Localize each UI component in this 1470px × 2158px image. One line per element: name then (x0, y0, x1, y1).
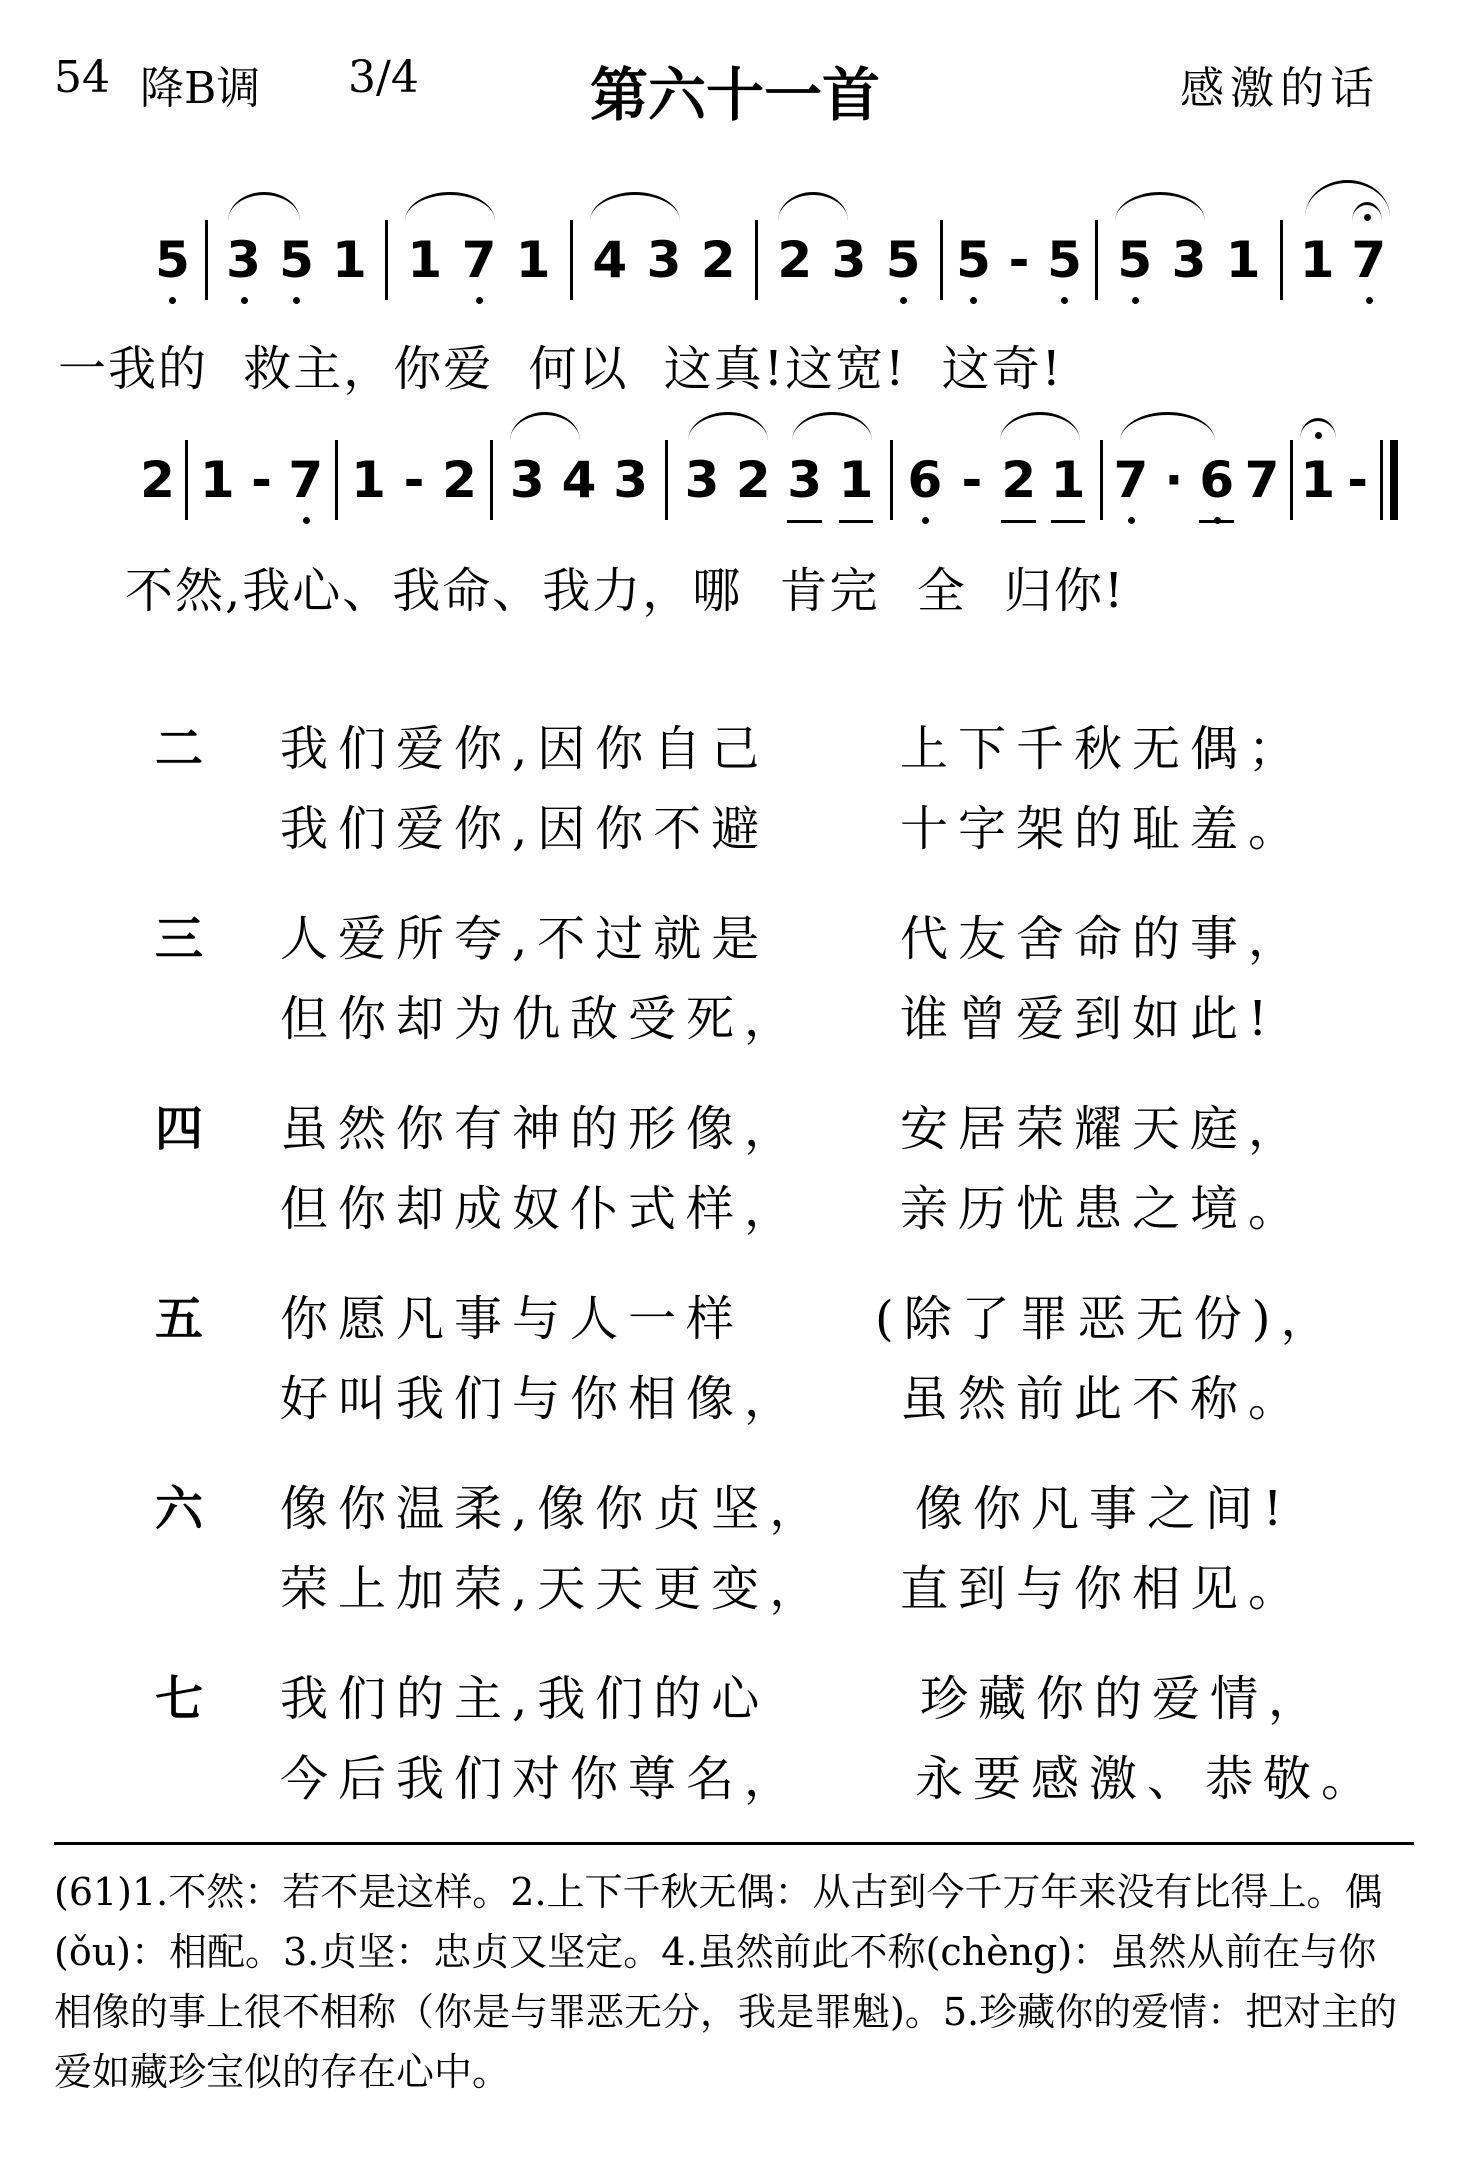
slur (1000, 412, 1080, 441)
lyrics-line-1: 一我的 救主，你爱 何以 这真!这宽! 这奇! (58, 341, 1063, 397)
note: 2 (442, 451, 477, 509)
verse-line: 代友舍命的事， (900, 911, 1307, 967)
score-line-1 (0, 220, 1470, 397)
fermata-dot (1364, 214, 1371, 221)
final-barline-thick (1390, 440, 1398, 520)
score-line-2 (0, 440, 1470, 619)
footnote: (61)1.不然：若不是这样。2.上下千秋无偶：从古到今千万年来没有比得上。偶(ǒu)：相配。3.贞坚：忠贞又坚定。4.虽然前此不称(chèng)：虽然从前在与你相像的事上很不相称（你是与罪恶无分，我是罪魁)。5.珍藏你的爱情：把对主的爱如藏珍宝似的存在心中。 (54, 1870, 1398, 2094)
verse-line: 但你却为仇敌受死， (280, 991, 803, 1047)
note: 3 (831, 231, 867, 289)
note: 2 (140, 451, 175, 509)
note: - (1347, 451, 1368, 509)
fermata-dot (1315, 432, 1322, 439)
measure (1283, 220, 1403, 370)
note: 2 (735, 451, 771, 509)
note: 7 (1244, 451, 1280, 509)
note: - (961, 451, 983, 509)
note: 4 (561, 451, 597, 509)
slur (1120, 412, 1215, 441)
note: 6 (1199, 440, 1234, 523)
verse-number: 六 (155, 1481, 204, 1537)
verse-number: 二 (155, 721, 204, 777)
note: · (1164, 451, 1184, 509)
verse-line: 我们爱你,因你自己 (280, 721, 770, 777)
key-signature: 降B调 (140, 63, 261, 114)
verse-line: 我们的主,我们的心 (280, 1671, 770, 1727)
verse-line: 安居荣耀天庭， (900, 1101, 1307, 1157)
note: 3 (646, 231, 682, 289)
verse-number: 五 (155, 1291, 204, 1347)
note: 3 (1171, 231, 1207, 289)
verse-number: 七 (155, 1671, 204, 1727)
verse-line: 虽然你有神的形像， (280, 1101, 803, 1157)
note: 7 (288, 440, 323, 520)
note: 2 (777, 231, 813, 289)
verse-line: 虽然前此不称。 (900, 1371, 1307, 1427)
slur (510, 412, 580, 441)
note: 7 (462, 220, 497, 300)
verse-line: 像你温柔,像你贞坚， (280, 1481, 828, 1537)
page-number: 54 (54, 52, 110, 103)
verse-line: 今后我们对你尊名， (280, 1751, 803, 1807)
slur (228, 192, 300, 221)
note: 1 (1300, 451, 1336, 509)
note: 3 (787, 440, 822, 523)
verse-number: 三 (155, 911, 204, 967)
note: 2 (700, 231, 736, 289)
verse-line: 人爱所夸,不过就是 (280, 911, 770, 967)
verse-line: 谁曾爱到如此! (900, 991, 1278, 1047)
note: 5 (1047, 220, 1082, 300)
lyrics-line-2: 不然,我心、我命、我力，哪 肯完 全 归你! (125, 563, 1126, 619)
verse-number: 四 (155, 1101, 204, 1157)
note: 1 (332, 231, 367, 289)
note: 7 (1351, 220, 1386, 300)
note: 3 (509, 451, 545, 509)
note: 1 (351, 451, 386, 509)
note: 7 (1114, 440, 1149, 520)
note: - (403, 451, 425, 509)
time-signature: 3/4 (348, 52, 419, 103)
slur (405, 192, 495, 221)
note: - (251, 451, 272, 509)
note: 5 (886, 220, 921, 300)
verse-line: 十字架的耻羞。 (900, 801, 1307, 857)
divider (54, 1842, 1414, 1845)
hymn-title: 第六十一首 (589, 61, 880, 129)
verse-line: 我们爱你,因你不避 (280, 801, 770, 857)
final-barline-thin (1380, 440, 1383, 520)
verse-line: 上下千秋无偶； (900, 721, 1307, 777)
measure (1103, 440, 1290, 590)
note: 2 (1001, 440, 1036, 523)
verse-line: 但你却成奴仆式样， (280, 1181, 803, 1237)
note: - (1008, 231, 1030, 289)
verse-line: 永要感激、恭敬。 (915, 1751, 1380, 1807)
verse-line: 直到与你相见。 (900, 1561, 1307, 1617)
note: 1 (839, 440, 874, 523)
verse-line: 荣上加荣,天天更变， (280, 1561, 828, 1617)
note: 5 (1117, 220, 1152, 300)
slur (688, 412, 768, 441)
note: 3 (226, 220, 261, 300)
verse-line: 像你凡事之间! (915, 1481, 1293, 1537)
note: 1 (1225, 231, 1261, 289)
note: 4 (592, 231, 628, 289)
note: 1 (199, 451, 235, 509)
note: 1 (515, 231, 551, 289)
note: 3 (613, 451, 649, 509)
note: 1 (1299, 231, 1335, 289)
hymn-topic: 感激的话 (1180, 63, 1380, 114)
note: 5 (155, 220, 190, 300)
note: 6 (908, 440, 943, 520)
slur (1115, 192, 1205, 221)
slur (778, 192, 848, 221)
note: 5 (956, 220, 991, 300)
note: 5 (279, 220, 314, 300)
verse-line: 好叫我们与你相像， (280, 1371, 803, 1427)
verse-line: 你愿凡事与人一样 (280, 1291, 745, 1347)
note: 1 (407, 231, 443, 289)
slur (590, 192, 680, 221)
slur (792, 412, 872, 441)
verse-line: 珍藏你的爱情， (920, 1671, 1327, 1727)
verse-line: (除了罪恶无份)， (875, 1291, 1339, 1347)
verse-line: 亲历忧患之境。 (900, 1181, 1307, 1237)
note: 1 (1051, 440, 1086, 523)
measure (1293, 440, 1380, 590)
note: 3 (684, 451, 720, 509)
measure (1098, 220, 1280, 370)
